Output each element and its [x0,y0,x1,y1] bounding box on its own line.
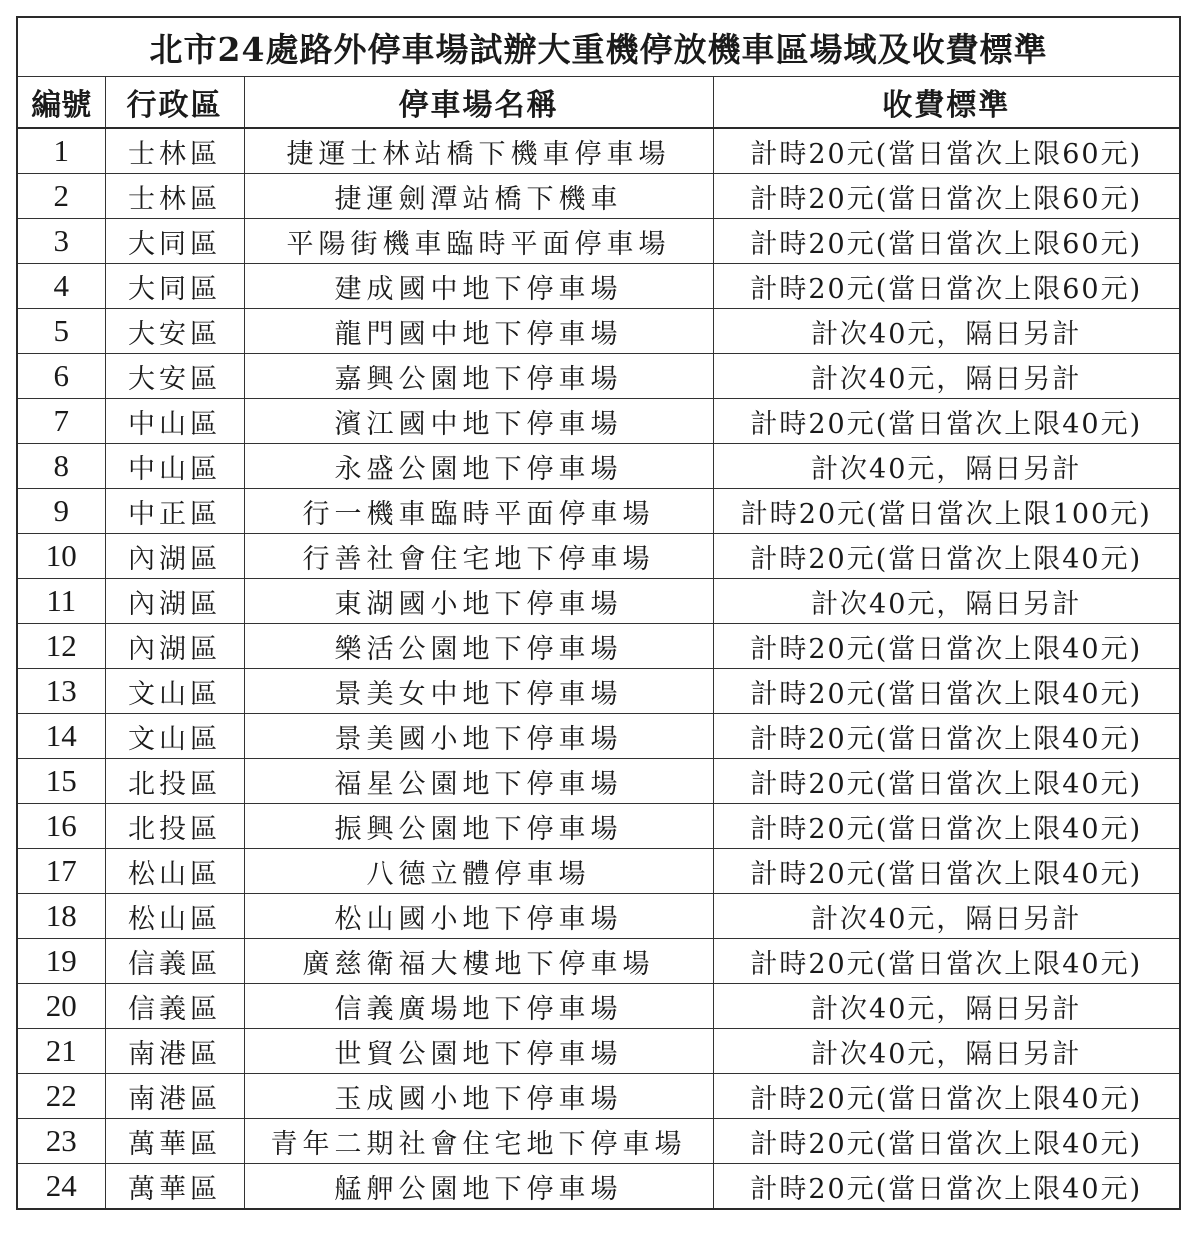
cell-number: 14 [18,714,105,759]
header-lot-name: 停車場名稱 [244,77,713,129]
cell-number: 11 [18,579,105,624]
cell-lot-name: 行一機車臨時平面停車場 [244,489,713,534]
table-row [18,174,1179,219]
cell-lot-name: 八德立體停車場 [244,849,713,894]
cell-fee: 計時20元(當日當次上限40元) [713,534,1179,579]
cell-lot-name: 行善社會住宅地下停車場 [244,534,713,579]
cell-district: 文山區 [105,714,244,759]
cell-fee: 計時20元(當日當次上限40元) [713,1164,1179,1209]
cell-fee: 計次40元，隔日另計 [713,579,1179,624]
cell-fee: 計時20元(當日當次上限60元) [713,219,1179,264]
cell-lot-name: 平陽街機車臨時平面停車場 [244,219,713,264]
cell-fee: 計時20元(當日當次上限60元) [713,174,1179,219]
cell-district: 信義區 [105,939,244,984]
cell-district: 中正區 [105,489,244,534]
parking-fee-table [18,18,1179,1208]
cell-fee: 計時20元(當日當次上限100元) [713,489,1179,534]
table-row [18,444,1179,489]
cell-lot-name: 振興公園地下停車場 [244,804,713,849]
table-row [18,849,1179,894]
cell-district: 內湖區 [105,534,244,579]
table-title: 北市24處路外停車場試辦大重機停放機車區場域及收費標準 [18,18,1179,77]
cell-district: 南港區 [105,1074,244,1119]
cell-lot-name: 廣慈衛福大樓地下停車場 [244,939,713,984]
cell-number: 1 [18,128,105,174]
cell-fee: 計次40元，隔日另計 [713,444,1179,489]
table-row [18,804,1179,849]
cell-lot-name: 世貿公園地下停車場 [244,1029,713,1074]
header-number: 編號 [18,77,105,129]
cell-lot-name: 濱江國中地下停車場 [244,399,713,444]
table-row [18,579,1179,624]
cell-number: 4 [18,264,105,309]
cell-number: 16 [18,804,105,849]
parking-fee-table-container [16,16,1181,1210]
cell-fee: 計次40元，隔日另計 [713,309,1179,354]
table-body [18,128,1179,1208]
cell-number: 21 [18,1029,105,1074]
table-row [18,1074,1179,1119]
cell-number: 24 [18,1164,105,1209]
table-row [18,759,1179,804]
cell-number: 5 [18,309,105,354]
cell-number: 22 [18,1074,105,1119]
cell-lot-name: 捷運士林站橋下機車停車場 [244,128,713,174]
cell-district: 萬華區 [105,1164,244,1209]
cell-fee: 計時20元(當日當次上限40元) [713,1119,1179,1164]
cell-number: 15 [18,759,105,804]
cell-district: 士林區 [105,128,244,174]
table-row [18,264,1179,309]
cell-lot-name: 永盛公園地下停車場 [244,444,713,489]
cell-number: 18 [18,894,105,939]
cell-district: 內湖區 [105,624,244,669]
cell-number: 17 [18,849,105,894]
cell-district: 內湖區 [105,579,244,624]
cell-district: 大同區 [105,264,244,309]
table-row [18,1029,1179,1074]
cell-district: 松山區 [105,894,244,939]
cell-fee: 計時20元(當日當次上限60元) [713,128,1179,174]
cell-number: 3 [18,219,105,264]
cell-lot-name: 青年二期社會住宅地下停車場 [244,1119,713,1164]
cell-district: 大安區 [105,309,244,354]
table-row [18,219,1179,264]
cell-fee: 計時20元(當日當次上限40元) [713,759,1179,804]
cell-fee: 計時20元(當日當次上限60元) [713,264,1179,309]
table-row [18,669,1179,714]
table-row [18,624,1179,669]
cell-lot-name: 信義廣場地下停車場 [244,984,713,1029]
cell-fee: 計時20元(當日當次上限40元) [713,714,1179,759]
table-row [18,128,1179,174]
cell-district: 文山區 [105,669,244,714]
cell-fee: 計時20元(當日當次上限40元) [713,804,1179,849]
table-row [18,399,1179,444]
cell-district: 北投區 [105,804,244,849]
cell-number: 8 [18,444,105,489]
cell-number: 6 [18,354,105,399]
cell-fee: 計時20元(當日當次上限40元) [713,849,1179,894]
table-header-row [18,77,1179,129]
cell-district: 信義區 [105,984,244,1029]
cell-fee: 計時20元(當日當次上限40元) [713,1074,1179,1119]
table-row [18,534,1179,579]
table-row [18,489,1179,534]
cell-number: 2 [18,174,105,219]
cell-fee: 計次40元，隔日另計 [713,894,1179,939]
cell-lot-name: 玉成國小地下停車場 [244,1074,713,1119]
table-row [18,894,1179,939]
cell-lot-name: 艋舺公園地下停車場 [244,1164,713,1209]
cell-number: 19 [18,939,105,984]
table-title-row [18,18,1179,77]
table-row [18,354,1179,399]
cell-lot-name: 東湖國小地下停車場 [244,579,713,624]
cell-number: 12 [18,624,105,669]
table-row [18,1119,1179,1164]
cell-lot-name: 景美女中地下停車場 [244,669,713,714]
header-fee: 收費標準 [713,77,1179,129]
cell-district: 大同區 [105,219,244,264]
cell-number: 13 [18,669,105,714]
cell-fee: 計次40元，隔日另計 [713,1029,1179,1074]
table-row [18,984,1179,1029]
cell-fee: 計時20元(當日當次上限40元) [713,669,1179,714]
cell-district: 北投區 [105,759,244,804]
cell-lot-name: 福星公園地下停車場 [244,759,713,804]
cell-lot-name: 樂活公園地下停車場 [244,624,713,669]
cell-district: 士林區 [105,174,244,219]
cell-fee: 計時20元(當日當次上限40元) [713,624,1179,669]
cell-fee: 計時20元(當日當次上限40元) [713,399,1179,444]
cell-lot-name: 龍門國中地下停車場 [244,309,713,354]
cell-district: 中山區 [105,444,244,489]
cell-lot-name: 捷運劍潭站橋下機車 [244,174,713,219]
cell-district: 萬華區 [105,1119,244,1164]
cell-number: 7 [18,399,105,444]
cell-district: 中山區 [105,399,244,444]
header-district: 行政區 [105,77,244,129]
cell-number: 23 [18,1119,105,1164]
cell-district: 松山區 [105,849,244,894]
cell-fee: 計次40元，隔日另計 [713,354,1179,399]
cell-district: 大安區 [105,354,244,399]
cell-lot-name: 景美國小地下停車場 [244,714,713,759]
cell-district: 南港區 [105,1029,244,1074]
cell-fee: 計次40元，隔日另計 [713,984,1179,1029]
cell-number: 10 [18,534,105,579]
cell-lot-name: 建成國中地下停車場 [244,264,713,309]
cell-lot-name: 松山國小地下停車場 [244,894,713,939]
table-row [18,309,1179,354]
cell-lot-name: 嘉興公園地下停車場 [244,354,713,399]
table-row [18,714,1179,759]
cell-number: 20 [18,984,105,1029]
table-row [18,939,1179,984]
cell-fee: 計時20元(當日當次上限40元) [713,939,1179,984]
table-row [18,1164,1179,1209]
cell-number: 9 [18,489,105,534]
